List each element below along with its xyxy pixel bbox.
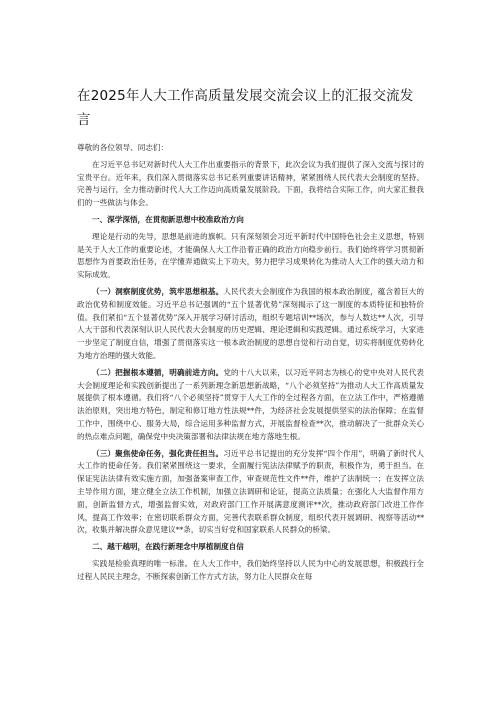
section-heading-1: 一、深学深悟，在贯彻新思想中校准政治方向 [92, 214, 244, 224]
item-text: 党的十八大以来，以习近平同志为核心的党中央对人民代表大会制度理论和实践创新提出了一系列新理念新思想新战略，“八个必须坚持”为推动人大工作高质量发展提供了根本遵循。我们将“八个必须坚持”贯穿于人大工作的全过程各方面，在立法工作中，严格遵循法治原则，突出地方特色，制定和修订地方性法规**件，为经济社会发展提供坚实的法治保障；在监督工作中，围绕中心、服务大局，综合运用多种监督方式，开展监督检查**次，推动解决了一批群众关心的热点难点问题，确保党中央决策部署和法律法规在地方落地生根。 [77, 367, 425, 441]
intro-paragraph: 在习近平总书记对新时代人大工作出重要指示的背景下，此次会议为我们提供了深入交流与探讨的宝贵平台。近年来，我们深入贯彻落实总书记系列重要讲话精神，紧紧围绕人民代表大会制度的坚持、完善与运行，全力推动新时代人大工作迈向高质量发展阶段。下面，我将结合实际工作，向大家汇报我们的一些做法与体会。 [77, 159, 424, 208]
section-1-body: 理论是行动的先导，思想是前进的旗帜。只有深刻领会习近平新时代中国特色社会主义思想，特别是关于人大工作的重要论述，才能确保人大工作沿着正确的政治方向稳步前行。我们始终将学习贯彻新思想作为首要政治任务，在学懂弄通做实上下功夫，努力把学习成果转化为推动人大工作的强大动力和实际成效。 [77, 231, 424, 280]
section-heading-2: 二、越干越明，在践行新理念中厚植制度自信 [92, 542, 244, 552]
item-lead: （三）聚焦使命任务，强化责任担当。 [92, 448, 224, 458]
document-title: 在2025年人大工作高质量发展交流会议上的汇报交流发言 [77, 88, 414, 128]
salutation: 尊敬的各位领导、同志们： [77, 143, 169, 152]
section-1-item-3 [77, 448, 424, 538]
section-1-item-1 [77, 286, 424, 363]
item-text: 人民代表大会制度作为我国的根本政治制度，蕴含着巨大的政治优势和制度效能。习近平总书记强调的“五个显著优势”深刻揭示了这一制度的本质特征和独特价值。我们紧扣“五个显著优势”深入开展学习研讨活动，组织专题培训**场次，参与人数达**人次，引导人大干部和代表深刻认识人民代表大会制度的历史逻辑、理论逻辑和实践逻辑。通过系统学习，大家进一步坚定了制度自信，增强了贯彻落实这一根本政治制度的思想自觉和行动自觉，切实将制度优势转化为地方治理的强大效能。 [77, 286, 425, 360]
item-text: 习近平总书记提出的充分发挥“四个作用”，明确了新时代人大工作的使命任务。我们紧紧围绕这一要求，全面履行宪法法律赋予的职责，积极作为，勇于担当。在保证宪法法律有效实施方面，加强备案审查工作，审查规范性文件**件，维护了法制统一；在发挥立法主导作用方面，建立健全立法工作机制，加强立法调研和论证，提高立法质量；在强化人大监督作用方面，创新监督方式，增强监督实效，对政府部门工作开展满意度测评**次，推动政府部门改进工作作风，提高工作效率；在密切联系群众方面，完善代表联系群众制度，组织代表开展调研、视察等活动**次，收集并解决群众意见建议**条，切实当好党和国家联系人民群众的桥梁。 [77, 448, 424, 535]
item-lead: （一）洞察制度优势，筑牢思想根基。 [92, 286, 224, 296]
section-2-body: 实践是检验真理的唯一标准。在人大工作中，我们始终坚持以人民为中心的发展思想，积极践行全过程人民民主理念，不断探索创新工作方式方法，努力让人民群众在每 [77, 558, 424, 581]
section-1-item-2 [77, 367, 424, 444]
item-lead: （二）把握根本遵循，明确前进方向。 [92, 367, 224, 377]
